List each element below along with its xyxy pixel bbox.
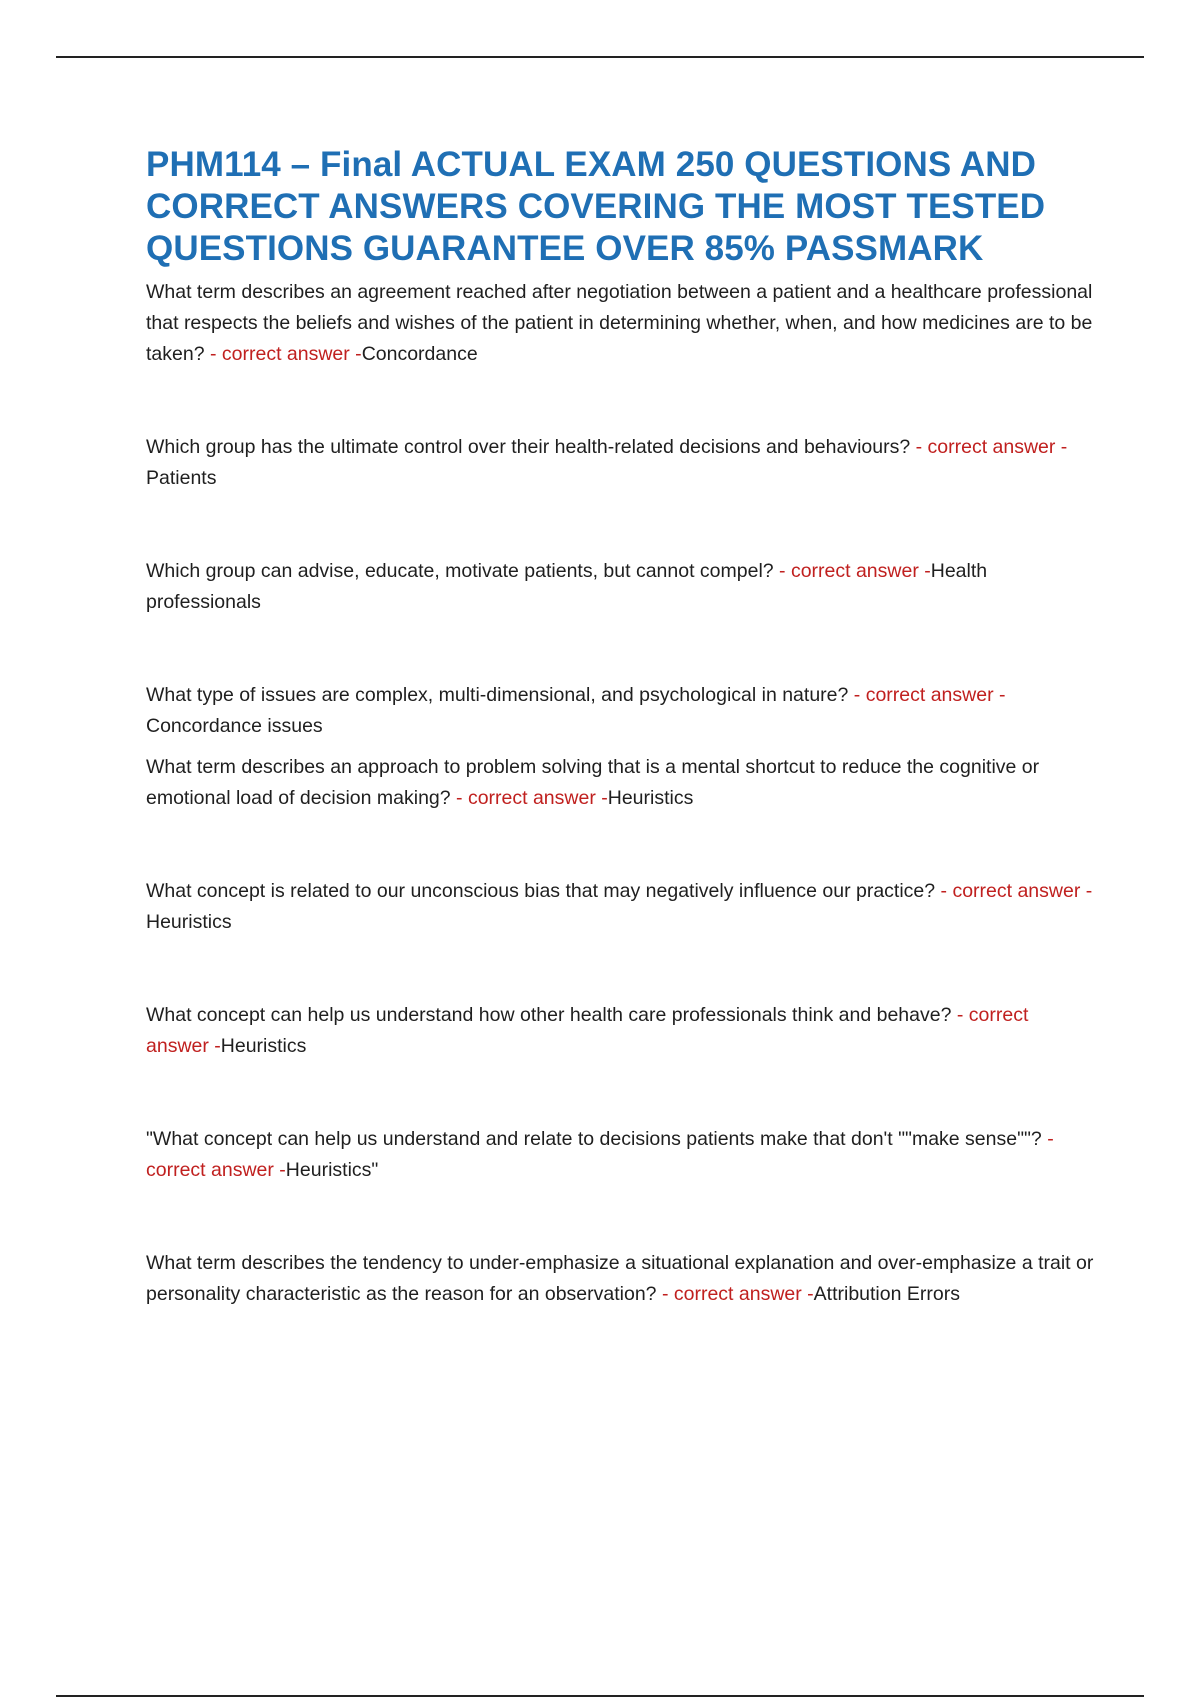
question-text: Which group has the ultimate control over their health-related decisions and behaviours? — [146, 436, 911, 458]
answer-text: Concordance — [361, 343, 478, 365]
question-text: What term describes an agreement reached after negotiation between a patient and a healthcare professional that respects the beliefs and wishes of the patient in determining whether, when, and how medicines are to be taken? — [146, 281, 1093, 365]
qa-item-3 — [146, 556, 1096, 618]
correct-answer-label: - correct answer - — [656, 1283, 814, 1305]
correct-answer-label: - correct answer - — [450, 787, 608, 809]
question-text: Which group can advise, educate, motivate patients, but cannot compel? — [146, 560, 774, 582]
correct-answer-label: - correct answer - — [910, 436, 1068, 458]
qa-item-9 — [146, 1248, 1096, 1310]
correct-answer-label: - correct answer - — [146, 1128, 1054, 1181]
answer-text: Heuristics — [146, 911, 232, 933]
qa-item-4 — [146, 680, 1096, 742]
answer-text: Health professionals — [146, 560, 988, 613]
qa-item-1 — [146, 277, 1096, 370]
correct-answer-label: - correct answer - — [848, 684, 1006, 706]
question-text: What concept is related to our unconscious bias that may negatively influence our practice? — [146, 880, 936, 902]
qa-item-2 — [146, 432, 1096, 494]
answer-text: Heuristics" — [285, 1159, 379, 1181]
answer-text: Patients — [146, 467, 217, 489]
question-text: What term describes the tendency to under-emphasize a situational explanation and over-emphasize a trait or personality characteristic as the reason for an observation? — [146, 1252, 1094, 1305]
correct-answer-label: - correct answer - — [146, 1004, 1029, 1057]
question-text: "What concept can help us understand and relate to decisions patients make that don't ""make sense""? — [146, 1128, 1042, 1150]
qa-item-8 — [146, 1124, 1096, 1186]
answer-text: Heuristics — [607, 787, 694, 809]
qa-item-5 — [146, 752, 1096, 814]
top-rule — [56, 56, 1144, 58]
question-text: What type of issues are complex, multi-dimensional, and psychological in nature? — [146, 684, 849, 706]
correct-answer-label: - correct answer - — [773, 560, 931, 582]
qa-item-6 — [146, 876, 1096, 938]
page-content — [146, 144, 1096, 1310]
qa-item-7 — [146, 1000, 1096, 1062]
correct-answer-label: - correct answer - — [204, 343, 362, 365]
bottom-rule — [56, 1695, 1144, 1697]
answer-text: Heuristics — [220, 1035, 307, 1057]
question-text: What term describes an approach to problem solving that is a mental shortcut to reduce the cognitive or emotional load of decision making? — [146, 756, 1040, 809]
document-title: PHM114 – Final ACTUAL EXAM 250 QUESTIONS AND CORRECT ANSWERS COVERING THE MOST TESTED QUESTIONS GUARANTEE OVER 85% PASSMARK — [146, 145, 1046, 268]
question-text: What concept can help us understand how other health care professionals think and behave? — [146, 1004, 952, 1026]
correct-answer-label: - correct answer - — [935, 880, 1093, 902]
answer-text: Attribution Errors — [813, 1283, 960, 1305]
answer-text: Concordance issues — [146, 715, 323, 737]
